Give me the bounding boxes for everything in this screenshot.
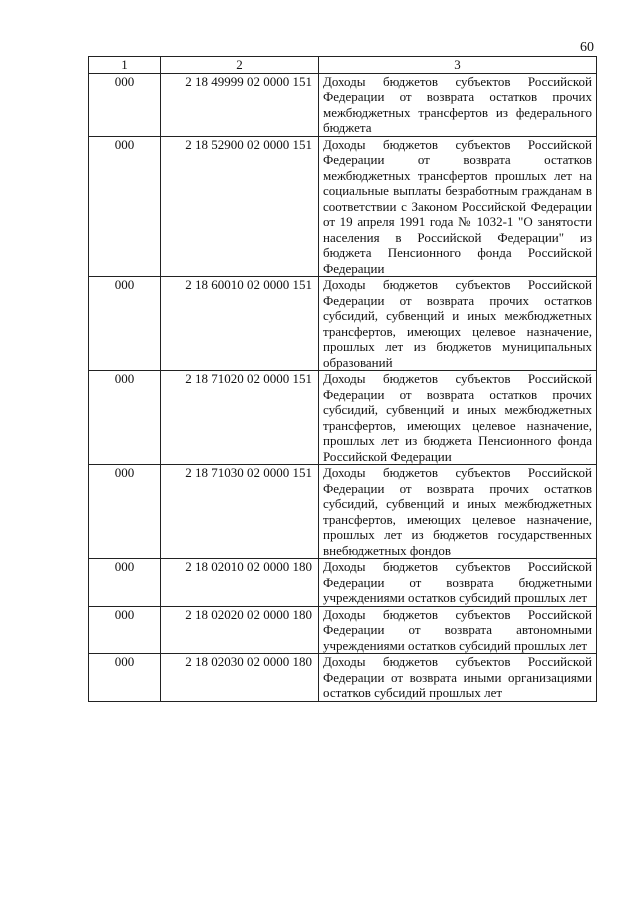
table-row (89, 654, 597, 702)
kbk-code-cell: 2 18 60010 02 0000 151 (161, 277, 319, 371)
description-cell: Доходы бюджетов субъектов Российской Федерации от возврата прочих остатков субсидий, субвенций и иных межбюджетных трансфертов, имеющих целевое назначение, прошлых лет из бюджетов государственных внебюджетных фондов (319, 465, 597, 559)
admin-code-cell: 000 (89, 136, 161, 277)
table-header-row (89, 57, 597, 74)
kbk-code-cell: 2 18 71020 02 0000 151 (161, 371, 319, 465)
description-cell: Доходы бюджетов субъектов Российской Федерации от возврата бюджетными учреждениями остатков субсидий прошлых лет (319, 559, 597, 607)
kbk-code-cell: 2 18 49999 02 0000 151 (161, 73, 319, 136)
kbk-code-cell: 2 18 02010 02 0000 180 (161, 559, 319, 607)
kbk-code-cell: 2 18 02020 02 0000 180 (161, 606, 319, 654)
description-cell: Доходы бюджетов субъектов Российской Федерации от возврата автономными учреждениями остатков субсидий прошлых лет (319, 606, 597, 654)
table-row (89, 73, 597, 136)
column-header-3: 3 (319, 57, 597, 74)
table-row (89, 465, 597, 559)
table-row (89, 371, 597, 465)
description-cell: Доходы бюджетов субъектов Российской Федерации от возврата остатков прочих межбюджетных трансфертов из федерального бюджета (319, 73, 597, 136)
kbk-code-cell: 2 18 71030 02 0000 151 (161, 465, 319, 559)
column-header-1: 1 (89, 57, 161, 74)
description-cell: Доходы бюджетов субъектов Российской Федерации от возврата остатков прочих субсидий, субвенций и иных межбюджетных трансфертов, имеющих целевое назначение, прошлых лет из бюджета Пенсионного фонда Российской Федерации (319, 371, 597, 465)
admin-code-cell: 000 (89, 465, 161, 559)
table-row (89, 606, 597, 654)
admin-code-cell: 000 (89, 277, 161, 371)
description-cell: Доходы бюджетов субъектов Российской Федерации от возврата иными организациями остатков субсидий прошлых лет (319, 654, 597, 702)
table-row (89, 136, 597, 277)
admin-code-cell: 000 (89, 371, 161, 465)
table-row (89, 559, 597, 607)
column-header-2: 2 (161, 57, 319, 74)
table-row (89, 277, 597, 371)
admin-code-cell: 000 (89, 654, 161, 702)
description-cell: Доходы бюджетов субъектов Российской Федерации от возврата остатков межбюджетных трансфертов прошлых лет на социальные выплаты безработным гражданам в соответствии с Законом Российской Федерации от 19 апреля 1991 года № 1032-1 "О занятости населения в Российской Федерации" из бюджета Пенсионного фонда Российской Федерации (319, 136, 597, 277)
admin-code-cell: 000 (89, 606, 161, 654)
admin-code-cell: 000 (89, 559, 161, 607)
admin-code-cell: 000 (89, 73, 161, 136)
revenue-codes-table (88, 56, 597, 702)
description-cell: Доходы бюджетов субъектов Российской Федерации от возврата прочих остатков субсидий, субвенций и иных межбюджетных трансфертов, имеющих целевое назначение, прошлых лет из бюджетов муниципальных образований (319, 277, 597, 371)
kbk-code-cell: 2 18 52900 02 0000 151 (161, 136, 319, 277)
page-number: 60 (580, 40, 594, 55)
kbk-code-cell: 2 18 02030 02 0000 180 (161, 654, 319, 702)
